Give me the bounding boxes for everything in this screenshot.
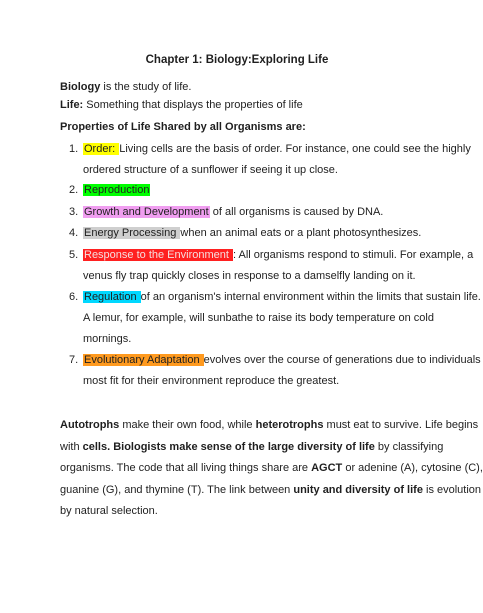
item-text-continued: A lemur, for example, will sunbathe to raise its body temperature on cold <box>83 312 434 324</box>
highlighted-term: Energy Processing <box>84 227 180 239</box>
highlighted-term: Reproduction <box>84 184 150 196</box>
biology-term: Biology <box>60 81 101 93</box>
list-item <box>83 248 473 262</box>
item-text: of an organism's internal environment within the limits that sustain life. <box>140 291 481 303</box>
list-number: 5. <box>69 249 79 261</box>
paragraph-line: organisms. The code that all living things share are AGCT or adenine (A), cytosine (C), <box>60 462 483 474</box>
list-item <box>83 205 383 219</box>
item-text: of all organisms is caused by DNA. <box>209 206 384 218</box>
item-text: Living cells are the basis of order. For instance, one could see the highly <box>119 143 471 155</box>
page-title: Chapter 1: Biology:Exploring Life <box>145 54 329 66</box>
list-item <box>83 226 421 240</box>
item-text-continued: most fit for their environment reproduce the greatest. <box>83 375 340 387</box>
list-number: 7. <box>69 354 79 366</box>
list-number: 1. <box>69 143 79 155</box>
item-text: evolves over the course of generations due to individuals <box>203 354 481 366</box>
paragraph-line: with cells. Biologists make sense of the large diversity of life by classifying <box>60 441 444 453</box>
item-text-continued: mornings. <box>83 333 132 345</box>
highlighted-term: Evolutionary Adaptation <box>84 354 203 366</box>
life-definition <box>60 98 303 112</box>
list-number: 6. <box>69 291 79 303</box>
highlighted-term: Order: <box>84 143 119 155</box>
item-text-continued: venus fly trap quickly closes in response to a damselfly landing on it. <box>83 270 416 282</box>
life-term: Life: <box>60 99 84 111</box>
item-text: when an animal eats or a plant photosynthesizes. <box>180 227 422 239</box>
paragraph-line: by natural selection. <box>60 505 158 517</box>
paragraph-line: guanine (G), and thymine (T). The link between unity and diversity of life is evolution <box>60 484 482 496</box>
highlighted-term: Growth and Development <box>84 206 209 218</box>
list-item <box>83 353 481 367</box>
biology-definition-text: is the study of life. <box>100 81 192 93</box>
list-item <box>83 142 471 156</box>
highlighted-term: Regulation <box>84 291 140 303</box>
biology-definition <box>60 80 191 94</box>
list-number: 4. <box>69 227 79 239</box>
item-text: : All organisms respond to stimuli. For example, a <box>232 249 474 261</box>
list-item <box>83 183 150 197</box>
properties-heading: Properties of Life Shared by all Organisms are: <box>60 121 306 133</box>
paragraph-line: Autotrophs make their own food, while heterotrophs must eat to survive. Life begins <box>60 419 479 431</box>
item-text-continued: ordered structure of a sunflower if seeing it up close. <box>83 164 338 176</box>
highlighted-term: Response to the Environment <box>84 249 232 261</box>
life-definition-text: Something that displays the properties of life <box>83 99 303 111</box>
list-number: 3. <box>69 206 79 218</box>
list-item <box>83 290 481 304</box>
list-number: 2. <box>69 184 79 196</box>
